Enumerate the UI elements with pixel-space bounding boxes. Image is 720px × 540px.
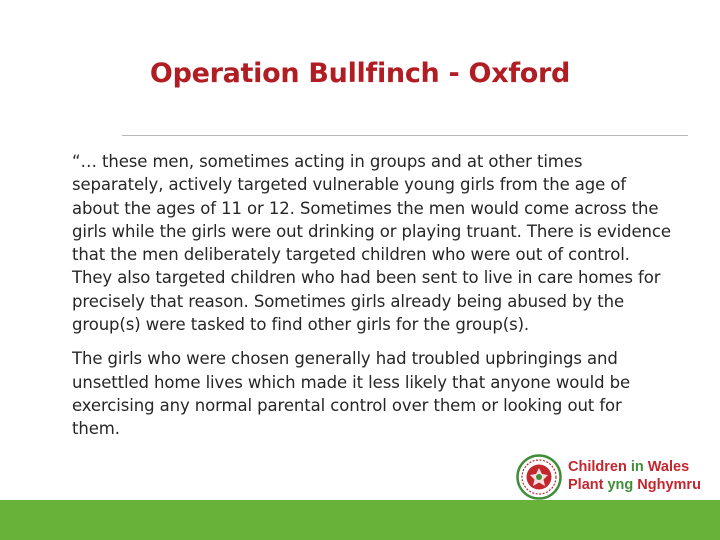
children-in-wales-seal-icon: [516, 454, 562, 500]
logo-line-welsh: Plant yng Nghymru: [568, 477, 701, 493]
slide-body: [72, 150, 672, 441]
footer-accent-bar: [0, 500, 720, 540]
summary-paragraph: The girls who were chosen generally had troubled upbringings and unsettled home lives which made it less likely that anyone would be exercising any normal parental control over them or looking out for them.: [72, 349, 631, 439]
title-divider: [122, 135, 688, 136]
children-in-wales-logo: [516, 454, 706, 500]
logo-line-english: Children in Wales: [568, 459, 690, 475]
logo-text: [568, 458, 701, 494]
quote-paragraph: “… these men, sometimes acting in groups and at other times separately, actively targeted vulnerable young girls from the age of about the ages of 11 or 12. Sometimes the men would come across the girls while the girls were out drinking or playing truant. There is evidence that the men deliberately targeted children who were out of control. They also targeted children who had been sent to live in care homes for precisely that reason. Sometimes girls already being abused by the group(s) were tasked to find other girls for the group(s).: [72, 152, 671, 335]
slide-title: Operation Bullfinch - Oxford: [149, 58, 571, 89]
